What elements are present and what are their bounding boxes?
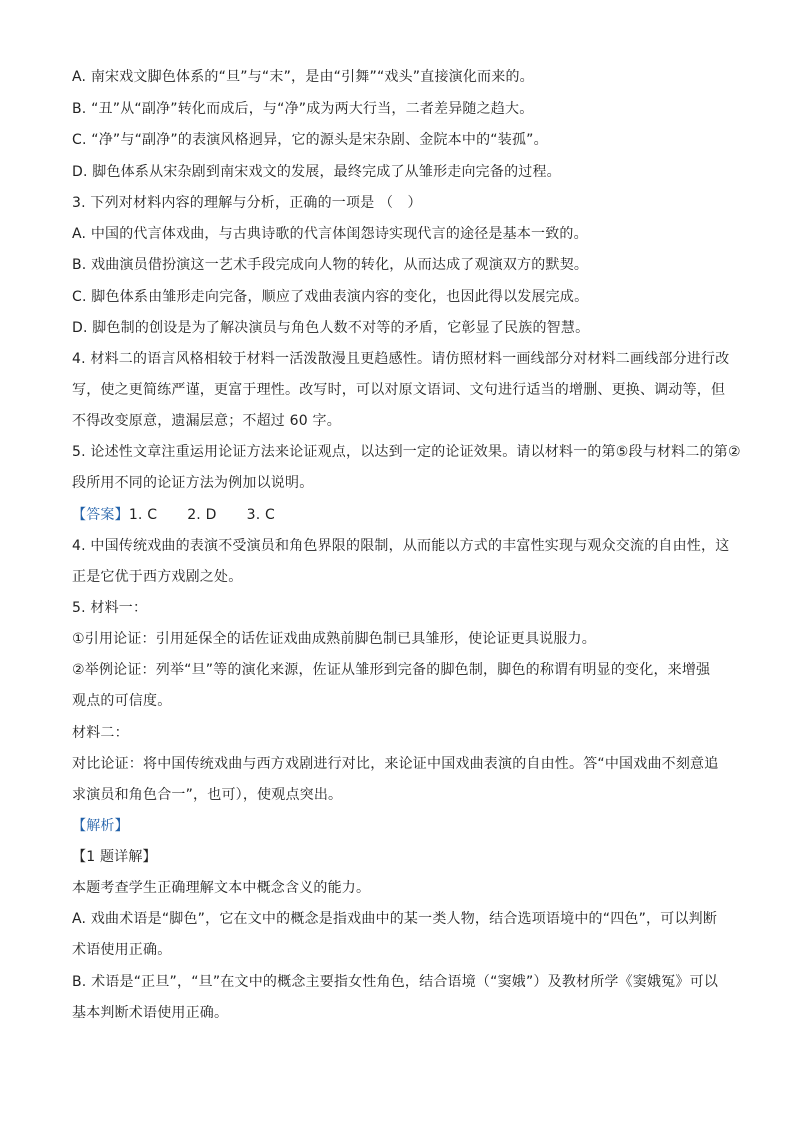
text-line: ①引用论证：引用延保全的话佐证戏曲成熟前脚色制已具雏形，使论证更具说服力。	[72, 631, 596, 647]
text-line: 本题考查学生正确理解文本中概念含义的能力。	[72, 880, 371, 896]
text-line: C. “净”与“副净”的表演风格迥异，它的源头是宋杂剧、金院本中的“装孤”。	[72, 132, 548, 148]
answer-item: 1. C	[128, 507, 158, 523]
text-line: 段所用不同的论证方法为例加以说明。	[72, 475, 314, 491]
answer-label: 【答案】	[72, 507, 129, 523]
text-line: 写，使之更简练严谨，更富于理性。改写时，可以对原文语词、文句进行适当的增删、更换、调动等，但	[72, 382, 726, 398]
question-5: 5. 论述性文章注重运用论证方法来论证观点，以达到一定的论证效果。请以材料一的第⑤段与材料二的第②	[72, 444, 741, 460]
text-line: D. 脚色体系从宋杂剧到南宋戏文的发展，最终完成了从雏形走向完备的过程。	[72, 164, 561, 180]
text-line: 材料二：	[72, 725, 129, 741]
text-line: A. 南宋戏文脚色体系的“旦”与“末”，是由“引舞”“戏头”直接演化而来的。	[72, 69, 534, 85]
text-line: ②举例论证：列举“旦”等的演化来源，佐证从雏形到完备的脚色制，脚色的称谓有明显的变化，来增强	[72, 662, 711, 678]
text-line: A. 戏曲术语是“脚色”，它在文中的概念是指戏曲中的某一类人物，结合选项语境中的“四色”，可以判断	[72, 911, 718, 927]
text-line: 4. 中国传统戏曲的表演不受演员和角色界限的限制，从而能以方式的丰富性实现与观众交流的自由性，这	[72, 538, 730, 554]
answer-item: 3. C	[246, 507, 275, 523]
text-line: 基本判断术语使用正确。	[72, 1005, 229, 1021]
text-line: 对比论证：将中国传统戏曲与西方戏剧进行对比，来论证中国戏曲表演的自由性。答“中国戏曲不刻意追	[72, 756, 719, 772]
text-line: 求演员和角色合一”，也可），使观点突出。	[72, 787, 343, 803]
text-line: 不得改变原意，遗漏层意；不超过 60 字。	[72, 413, 341, 429]
analysis-heading: 【解析】	[72, 818, 129, 834]
text-line: B. “丑”从“副净”转化而成后，与“净”成为两大行当，二者差异随之趋大。	[72, 101, 534, 117]
question-4: 4. 材料二的语言风格相较于材料一活泼散漫且更趋感性。请仿照材料一画线部分对材料二画线部分进行改	[72, 351, 730, 367]
text-line: D. 脚色制的创设是为了解决演员与角色人数不对等的矛盾，它彰显了民族的智慧。	[72, 320, 590, 336]
text-line: 术语使用正确。	[72, 942, 172, 958]
detail-heading: 【1 题详解】	[72, 849, 157, 865]
text-line: 正是它优于西方戏剧之处。	[72, 569, 243, 585]
text-line: B. 戏曲演员借扮演这一艺术手段完成向人物的转化，从而达成了观演双方的默契。	[72, 257, 589, 273]
text-line: A. 中国的代言体戏曲，与古典诗歌的代言体闺怨诗实现代言的途径是基本一致的。	[72, 226, 588, 242]
text-line: C. 脚色体系由雏形走向完备，顺应了戏曲表演内容的变化，也因此得以发展完成。	[72, 289, 589, 305]
answer-line	[72, 506, 732, 524]
question-3: 3. 下列对材料内容的理解与分析，正确的一项是 （ ）	[72, 195, 422, 211]
text-line: B. 术语是“正旦”，“旦”在文中的概念主要指女性角色，结合语境（“窦娥”）及教材所学《窦娥冤》可以	[72, 974, 719, 990]
text-line: 5. 材料一：	[72, 600, 148, 616]
text-line: 观点的可信度。	[72, 693, 172, 709]
answer-item: 2. D	[187, 507, 217, 523]
